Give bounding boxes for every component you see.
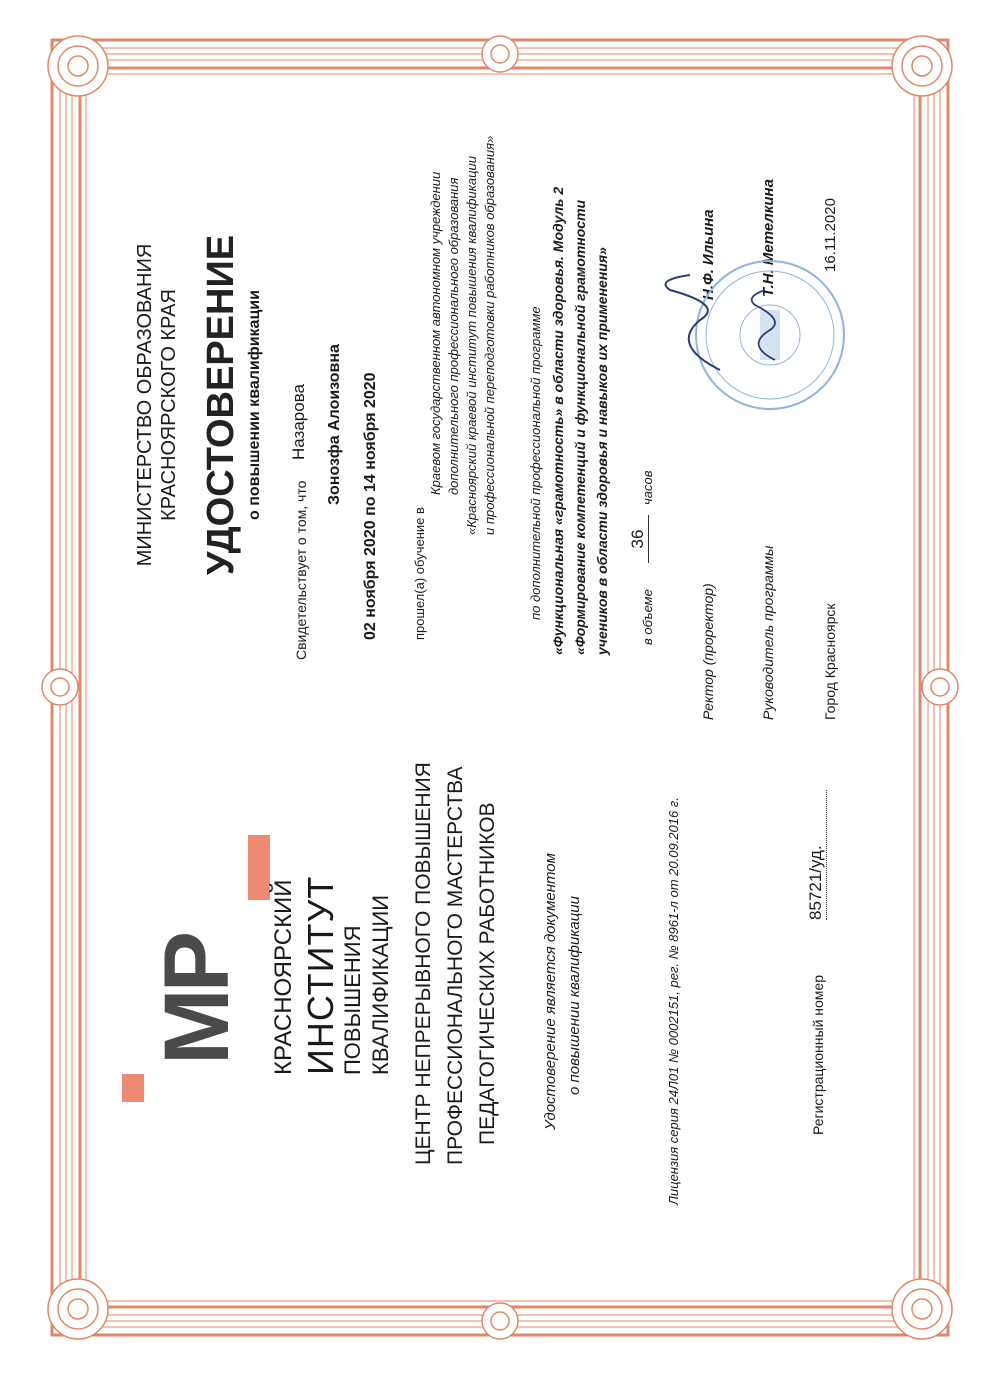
reg-label: Регистрационный номер <box>810 975 826 1135</box>
doc-note-2: о повышении квалификации <box>566 896 583 1095</box>
org-line-1: Краевом государственном автономном учреждении <box>428 171 443 495</box>
institute-line-2: ИНСТИТУТ <box>300 875 341 1075</box>
issue-date: 16.11.2020 <box>822 198 839 272</box>
license-text: Лицензия серия 24Л01 № 0002151, рег. № 8961-л от 20.09.2016 г. <box>666 797 681 1205</box>
head-label: Руководитель программы <box>760 545 776 720</box>
doc-note-1: Удостоверение является документом <box>542 853 559 1130</box>
center-name-1: ЦЕНТР НЕПРЕРЫВНОГО ПОВЫШЕНИЯ <box>412 762 435 1165</box>
accent-bar-bottom <box>248 835 270 900</box>
certificate-subtitle: о повышении квалификации <box>246 290 263 520</box>
hours-value: 36 <box>628 515 649 563</box>
head-signature <box>740 285 790 365</box>
program-line-2: «Формирование компетенций и функциональной грамотности <box>572 199 588 655</box>
institute-line-1: КРАСНОЯРСКИЙ <box>270 879 297 1075</box>
center-name-3: ПЕДАГОГИЧЕСКИХ РАБОТНИКОВ <box>476 802 499 1145</box>
study-dates: 02 ноября 2020 по 14 ноября 2020 <box>362 372 379 640</box>
institute-line-3: ПОВЫШЕНИЯ <box>340 925 365 1075</box>
program-line-1: «Функциональная «грамотность» в области здоровья. Модуль 2 <box>550 186 566 655</box>
certifies-text: Свидетельствует о том, что <box>293 480 309 660</box>
accent-bar-top <box>122 1074 144 1102</box>
rector-signature <box>650 265 740 375</box>
program-label: по дополнительной профессиональной программе <box>528 306 543 620</box>
city: Город Красноярск <box>822 603 838 720</box>
passed-text: прошел(а) обучение в <box>412 507 427 640</box>
surname: Назарова <box>289 384 308 460</box>
institute-line-4: КВАЛИФИКАЦИИ <box>368 894 393 1075</box>
program-line-3: учеников в области здоровья и навыков их применения» <box>594 247 610 655</box>
ministry-line-1: МИНИСТЕРСТВО ОБРАЗОВАНИЯ <box>134 243 156 567</box>
center-name-2: ПРОФЕССИОНАЛЬНОГО МАСТЕРСТВА <box>444 766 467 1165</box>
org-line-2: дополнительного профессионального образования <box>446 177 461 495</box>
hours-label: часов <box>640 470 655 505</box>
org-line-4: и профессиональной переподготовки работников образования» <box>482 135 497 535</box>
logo: МР <box>146 935 248 1065</box>
ministry-line-2: КРАСНОЯРСКОГО КРАЯ <box>158 289 180 521</box>
full-name: Зонозфа Алоизовна <box>326 344 343 505</box>
certificate-title: УДОСТОВЕРЕНИЕ <box>200 234 242 576</box>
volume-label: в объеме <box>640 589 655 645</box>
reg-number: 85721/уд. <box>806 790 827 920</box>
rector-name: Н.Ф. Ильина <box>700 209 717 300</box>
org-line-3: «Красноярский краевой институт повышения квалификации <box>464 156 479 535</box>
head-name: Т.Н. Метелкина <box>760 179 777 297</box>
rector-label: Ректор (проректор) <box>700 583 716 720</box>
